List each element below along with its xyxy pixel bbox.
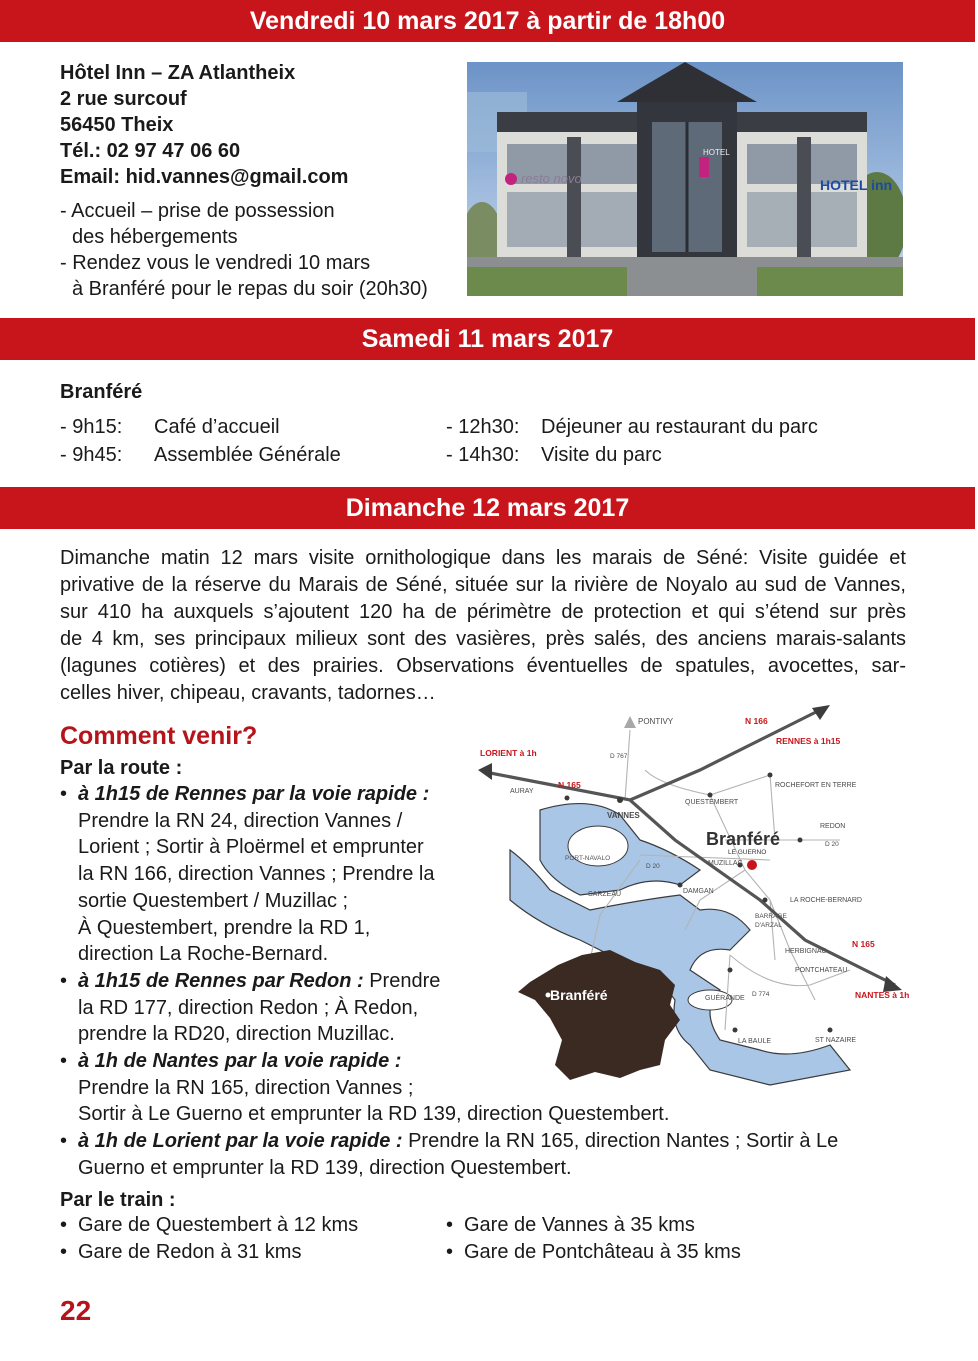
train-item: • Gare de Redon à 31 kms [60, 1239, 358, 1266]
schedule-label: Assemblée Générale [154, 444, 341, 466]
route-line: Prendre la RN 24, direction Vannes / [78, 809, 403, 832]
schedule-row [60, 413, 341, 441]
map-barrage: BARRAGE [755, 913, 787, 920]
route-first: Prendre la RN 165, direction Nantes ; Sortir à Le [402, 1130, 839, 1153]
route-line: Lorient ; Sortir à Ploërmel et emprunter [78, 836, 424, 859]
sunday-header: Dimanche 12 mars 2017 [0, 487, 975, 529]
train-list-right [446, 1212, 741, 1265]
friday-item-2: - Rendez vous le vendredi 10 mars [60, 252, 371, 274]
route-map [470, 700, 930, 1090]
schedule-row [446, 441, 818, 469]
friday-items [60, 198, 428, 302]
map-main-label: Branféré [706, 829, 781, 849]
map-sarzeau: SARZEAU [588, 891, 622, 898]
sunday-description [60, 545, 906, 707]
train-list-left [60, 1212, 358, 1265]
schedule-row [446, 413, 818, 441]
map-france-label: Branféré [550, 987, 608, 1003]
route-line: Sortir à Le Guerno et emprunter la RD 139, direction Questembert. [78, 1103, 670, 1126]
saturday-schedule-right [446, 413, 818, 469]
route-title: à 1h de Lorient par la voie rapide : [78, 1130, 403, 1153]
sunday-line: sur 410 ha auxquels s’ajoutent 120 ha de périmètre de protection et qui s’étend sur près [60, 601, 906, 623]
train-item: • Gare de Vannes à 35 kms [446, 1212, 741, 1239]
map-questembert: QUESTEMBERT [685, 799, 739, 806]
route-line: À Questembert, prendre la RD 1, [78, 916, 371, 939]
photo-sign-hotel: HOTEL inn [820, 177, 893, 193]
map-d20b: D 20 [646, 863, 660, 870]
saturday-header: Samedi 11 mars 2017 [0, 318, 975, 360]
address-phone: Tél.: 02 97 47 06 60 [60, 140, 241, 162]
map-pontivy: PONTIVY [638, 717, 674, 726]
map-guerande: GUÉRANDE [705, 995, 745, 1002]
friday-item-1-cont: des hébergements [72, 226, 238, 248]
friday-item-2-cont: à Branféré pour le repas du soir (20h30) [72, 278, 428, 300]
directions-heading: Comment venir? [60, 722, 258, 750]
map-labaule: LA BAULE [738, 1038, 772, 1045]
route-line: Prendre la RN 165, direction Vannes ; [78, 1076, 414, 1099]
schedule-time: - 9h45: [60, 444, 123, 466]
map-herbignac: HERBIGNAC [785, 948, 827, 955]
map-stnazaire: ST NAZAIRE [815, 1037, 857, 1044]
road-label: Par la route : [60, 757, 183, 779]
map-portnavalo: PORT-NAVALO [565, 855, 611, 862]
map-n166: N 166 [745, 716, 768, 726]
map-d767: D 767 [610, 753, 628, 760]
saturday-schedule-left [60, 413, 341, 469]
map-damgan: DAMGAN [683, 888, 714, 895]
route-title: à 1h de Nantes par la voie rapide : [78, 1050, 402, 1073]
map-redon: REDON [820, 823, 846, 830]
route-line: la RN 166, direction Vannes ; Prendre la [78, 863, 435, 886]
map-n165a: N 165 [558, 780, 581, 790]
train-item: • Gare de Questembert à 12 kms [60, 1212, 358, 1239]
sunday-line: (lagunes cotières) et des prairies. Observations éventuelles de spatules, avocettes, sar- [60, 655, 906, 677]
schedule-label: Visite du parc [541, 444, 662, 466]
map-nantes: NANTES à 1h [855, 990, 910, 1000]
route-line: la RD 177, direction Redon ; À Redon, [78, 996, 419, 1019]
map-rennes: RENNES à 1h15 [776, 736, 841, 746]
friday-header: Vendredi 10 mars 2017 à partir de 18h00 [0, 0, 975, 42]
sunday-line: privative de la réserve du Marais de Séné, située sur la rivière de Noyalo au sud de Vannes, [60, 574, 906, 596]
map-n165b: N 165 [852, 939, 875, 949]
address-line-1: Hôtel Inn – ZA Atlantheix [60, 62, 296, 84]
schedule-row [60, 441, 341, 469]
map-rochebernard: LA ROCHE-BERNARD [790, 897, 862, 904]
road-route-4 [60, 1128, 920, 1181]
page-number: 22 [60, 1295, 92, 1326]
address-line-3: 56450 Theix [60, 114, 174, 136]
map-rochefort: ROCHEFORT EN TERRE [775, 782, 857, 789]
map-muzillac: MUZILLAC [708, 860, 743, 867]
schedule-time: - 14h30: [446, 444, 520, 466]
schedule-time: - 9h15: [60, 416, 123, 438]
photo-sign-resto: resto novo [521, 171, 582, 186]
map-sub-label: LE GUERNO [728, 849, 767, 856]
map-d20a: D 20 [825, 841, 839, 848]
saturday-place: Branféré [60, 381, 143, 403]
map-d774: D 774 [752, 991, 770, 998]
route-title: à 1h15 de Rennes par Redon : [78, 969, 364, 992]
route-first: Prendre [363, 969, 441, 992]
map-pontchateau: PONTCHATEAU [795, 967, 848, 974]
train-label: Par le train : [60, 1189, 176, 1211]
friday-item-1: - Accueil – prise de possession [60, 200, 335, 222]
sunday-line: celles hiver, chipeau, cravants, tadornes… [60, 682, 436, 704]
sunday-line: de 4 km, ses principaux milieux sont des vasières, près salés, des anciens marais-salants [60, 628, 906, 650]
schedule-label: Déjeuner au restaurant du parc [541, 416, 818, 438]
map-arzal: D'ARZAL [755, 922, 782, 929]
address-email: Email: hid.vannes@gmail.com [60, 166, 349, 188]
hotel-photo [467, 62, 903, 296]
train-item: • Gare de Pontchâteau à 35 kms [446, 1239, 741, 1266]
map-auray: AURAY [510, 788, 534, 795]
map-lorient: LORIENT à 1h [480, 748, 537, 758]
map-vannes: VANNES [607, 811, 640, 820]
sunday-line: Dimanche matin 12 mars visite ornithologique dans les marais de Séné: Visite guidée et [60, 547, 906, 569]
route-line: sortie Questembert / Muzillac ; [78, 889, 349, 912]
address-line-2: 2 rue surcouf [60, 88, 187, 110]
route-line: Guerno et emprunter la RD 139, direction Questembert. [78, 1156, 572, 1179]
schedule-label: Café d’accueil [154, 416, 280, 438]
hotel-address [60, 60, 348, 190]
route-line: prendre la RD20, direction Muzillac. [78, 1023, 395, 1046]
route-line: direction La Roche-Bernard. [78, 943, 329, 966]
route-title: à 1h15 de Rennes par la voie rapide : [78, 783, 430, 805]
schedule-time: - 12h30: [446, 416, 520, 438]
photo-sign-small: HOTEL [703, 148, 730, 157]
